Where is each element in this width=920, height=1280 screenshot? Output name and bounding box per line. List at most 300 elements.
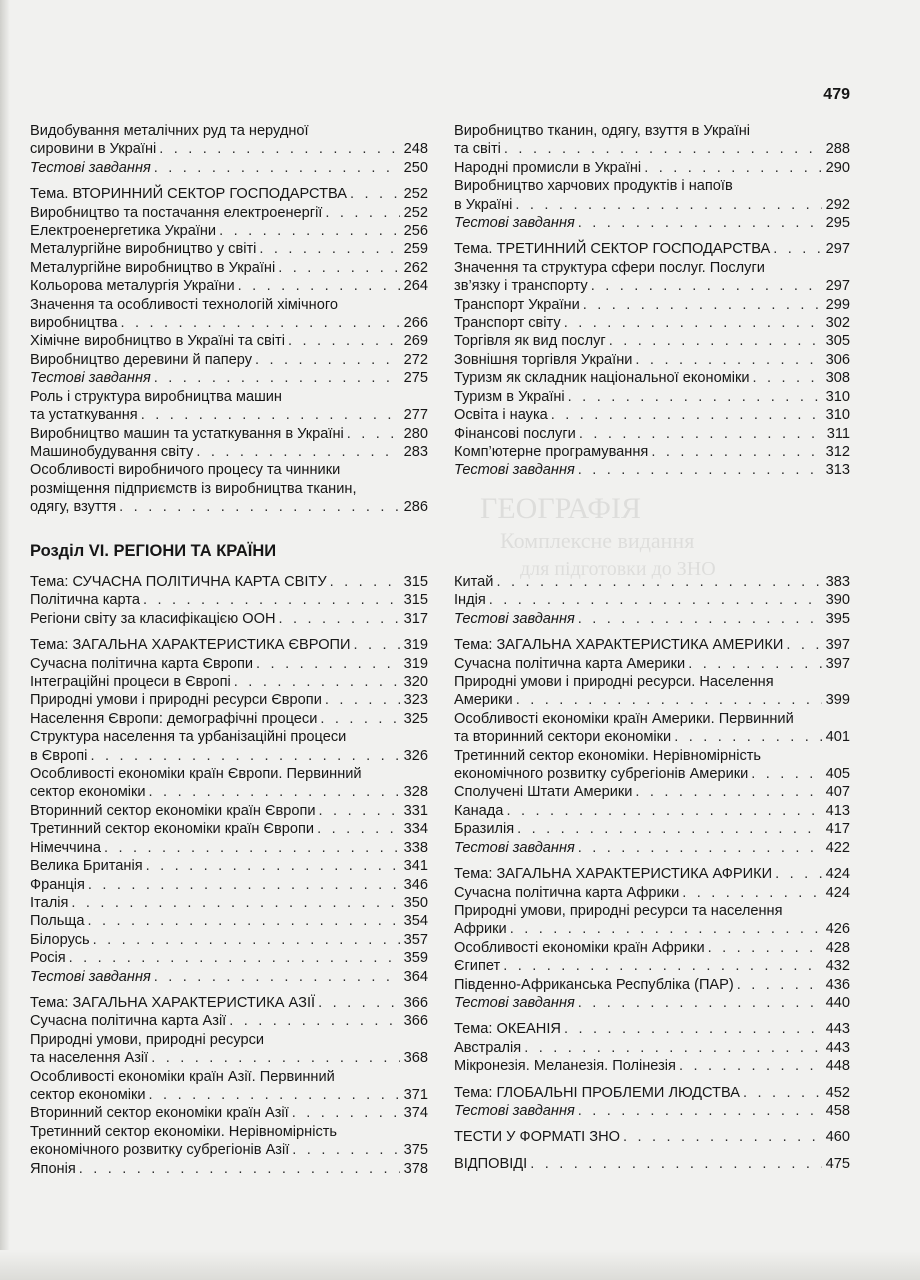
- toc-page-number: 252: [403, 186, 428, 203]
- toc-entry: [30, 894, 428, 912]
- toc-entry-title: Тестові завдання: [454, 994, 575, 1011]
- toc-page-number: 334: [403, 821, 428, 838]
- page-bottom-shadow: [0, 1250, 920, 1280]
- dot-leader: [325, 691, 400, 709]
- page-edge-shadow: [0, 0, 10, 1280]
- toc-entry-title: зв’язку і транспорту: [454, 278, 588, 295]
- toc-entry: [30, 1031, 428, 1068]
- dot-leader: [564, 1020, 822, 1038]
- toc-entry-title: Металургійне виробництво в Україні: [30, 259, 276, 276]
- toc-entry-title-line: Особливості економіки країн Америки. Первинний: [454, 710, 794, 727]
- dot-leader: [516, 691, 822, 709]
- toc-page-number: 346: [403, 876, 428, 893]
- dot-leader: [318, 994, 400, 1012]
- toc-page-number: 338: [403, 839, 428, 856]
- toc-page-number: 341: [403, 858, 428, 875]
- toc-page-number: 475: [825, 1155, 850, 1172]
- toc-page-number: 325: [403, 710, 428, 727]
- toc-entry-title: Вторинний сектор економіки країн Азії: [30, 1105, 289, 1122]
- toc-column-left-bottom: [30, 573, 428, 1178]
- toc-entry-title: Мікронезія. Меланезія. Полінезія: [454, 1058, 676, 1075]
- toc-entry-title: Бразилія: [454, 821, 515, 838]
- toc-page-number: 323: [403, 692, 428, 709]
- toc-entry: [454, 425, 850, 443]
- toc-entry: [454, 802, 850, 820]
- toc-page-number: 417: [825, 821, 850, 838]
- toc-page-number: 290: [825, 159, 850, 176]
- toc-page-number: 264: [403, 278, 428, 295]
- toc-page-number: 366: [403, 1013, 428, 1030]
- dot-leader: [551, 406, 822, 424]
- toc-entry-title: Вторинний сектор економіки країн Європи: [30, 802, 316, 819]
- dot-leader: [279, 610, 400, 628]
- toc-entry-title: Тестові завдання: [30, 370, 151, 387]
- toc-entry-title: Машинобудування світу: [30, 443, 194, 460]
- toc-page-number: 292: [825, 196, 850, 213]
- toc-entry: [454, 1057, 850, 1075]
- toc-entry: [30, 259, 428, 277]
- toc-entry: [30, 691, 428, 709]
- toc-entry-title: Японія: [30, 1160, 76, 1177]
- toc-page-number: 308: [825, 370, 850, 387]
- toc-entry: [30, 240, 428, 258]
- toc-entry: [30, 655, 428, 673]
- toc-entry-title: Населення Європи: демографічні процеси: [30, 710, 318, 727]
- toc-entry-title-line: Третинний сектор економіки. Нерівномірність: [30, 1123, 338, 1140]
- toc-entry-title: Німеччина: [30, 839, 101, 856]
- dot-leader: [623, 1128, 822, 1146]
- dot-leader: [496, 573, 821, 591]
- toc-page-number: 328: [403, 784, 428, 801]
- toc-entry-title: виробництва: [30, 315, 118, 332]
- toc-entry-title: Франція: [30, 876, 85, 893]
- show-through-text: ГЕОГРАФІЯ: [480, 492, 642, 525]
- dot-leader: [708, 939, 822, 957]
- toc-page-number: 401: [825, 729, 850, 746]
- toc-page-number: 262: [403, 259, 428, 276]
- toc-entry: [454, 839, 850, 857]
- toc-entry: [454, 351, 850, 369]
- toc-page-number: 250: [403, 159, 428, 176]
- toc-entry: [30, 857, 428, 875]
- dot-leader: [317, 820, 400, 838]
- toc-entry-title: одягу, взуття: [30, 499, 117, 516]
- toc-page-number: 436: [825, 976, 850, 993]
- toc-entry-title: економічного розвитку субрегіонів Азії: [30, 1142, 290, 1159]
- toc-entry-title: сектор економіки: [30, 784, 146, 801]
- dot-leader: [219, 222, 400, 240]
- toc-column-right-top: [454, 122, 850, 480]
- dot-leader: [564, 314, 822, 332]
- toc-entry: [454, 406, 850, 424]
- toc-entry-title: Тема. ТРЕТИННИЙ СЕКТОР ГОСПОДАРСТВА: [454, 241, 771, 258]
- toc-entry-title: Третинний сектор економіки країн Європи: [30, 821, 315, 838]
- toc-entry-title: Інтеграційні процеси в Європі: [30, 674, 231, 691]
- toc-entry: [30, 1068, 428, 1105]
- toc-entry: [30, 1012, 428, 1030]
- toc-entry-title: Сучасна політична карта Азії: [30, 1013, 227, 1030]
- toc-entry-title: Транспорт світу: [454, 315, 561, 332]
- toc-entry-title: Тема: ОКЕАНІЯ: [454, 1021, 561, 1038]
- toc-entry: [30, 1104, 428, 1122]
- toc-entry-title-line: Роль і структура виробництва машин: [30, 388, 282, 405]
- toc-entry: [454, 747, 850, 784]
- dot-leader: [154, 159, 400, 177]
- dot-leader: [79, 1160, 400, 1178]
- toc-page-number: 407: [825, 784, 850, 801]
- dot-leader: [330, 573, 400, 591]
- toc-entry-title: Тестові завдання: [30, 159, 151, 176]
- dot-leader: [234, 673, 400, 691]
- toc-entry: [454, 957, 850, 975]
- toc-entry: [454, 177, 850, 214]
- toc-page-number: 440: [825, 994, 850, 1011]
- toc-page-number: 357: [403, 931, 428, 948]
- toc-page-number: 295: [825, 215, 850, 232]
- toc-page-number: 259: [403, 241, 428, 258]
- toc-page-number: 383: [825, 574, 850, 590]
- dot-leader: [151, 1049, 399, 1067]
- dot-leader: [773, 240, 821, 258]
- dot-leader: [119, 498, 399, 516]
- toc-page-number: 319: [403, 637, 428, 654]
- toc-entry: [30, 461, 428, 516]
- dot-leader: [292, 1141, 399, 1159]
- dot-leader: [238, 277, 400, 295]
- toc-page-number: 277: [403, 407, 428, 424]
- dot-leader: [69, 949, 400, 967]
- toc-entry-title: Хімічне виробництво в Україні та світі: [30, 333, 285, 350]
- dot-leader: [674, 728, 821, 746]
- toc-entry-title: Тестові завдання: [30, 968, 151, 985]
- toc-entry: [454, 443, 850, 461]
- toc-entry-title: Народні промисли в Україні: [454, 159, 642, 176]
- toc-page-number: 364: [403, 968, 428, 985]
- section-heading: Розділ VI. РЕГІОНИ ТА КРАЇНИ: [30, 542, 277, 560]
- dot-leader: [524, 1039, 821, 1057]
- toc-entry: [454, 314, 850, 332]
- toc-entry: [454, 1020, 850, 1038]
- toc-entry-title: Сполучені Штати Америки: [454, 784, 633, 801]
- dot-leader: [88, 912, 400, 930]
- toc-entry: [30, 222, 428, 240]
- dot-leader: [635, 783, 821, 801]
- toc-entry-title-line: Значення та особливості технологій хімічного: [30, 296, 338, 313]
- toc-entry: [454, 655, 850, 673]
- toc-page-number: 458: [825, 1102, 850, 1119]
- dot-leader: [154, 369, 400, 387]
- toc-entry-title-line: Особливості економіки країн Європи. Первинний: [30, 766, 362, 783]
- toc-page-number: 248: [403, 141, 428, 158]
- dot-leader: [679, 1057, 822, 1075]
- toc-page-number: 305: [825, 333, 850, 350]
- toc-entry: [454, 610, 850, 628]
- toc-entry: [30, 159, 428, 177]
- toc-entry-title: Сучасна політична карта Африки: [454, 884, 680, 901]
- toc-page-number: 428: [825, 939, 850, 956]
- toc-entry: [454, 122, 850, 159]
- toc-entry-title: Тестові завдання: [454, 462, 575, 479]
- toc-page-number: 390: [825, 592, 850, 609]
- dot-leader: [591, 277, 822, 295]
- toc-entry-title: Росія: [30, 950, 66, 967]
- toc-entry-title: Виробництво машин та устаткування в Україні: [30, 425, 344, 442]
- toc-page-number: 275: [403, 370, 428, 387]
- toc-page-number: 331: [403, 802, 428, 819]
- dot-leader: [578, 994, 822, 1012]
- dot-leader: [154, 968, 400, 986]
- toc-entry: [454, 296, 850, 314]
- toc-page-number: 297: [825, 241, 850, 258]
- toc-entry: [30, 591, 428, 609]
- toc-page-number: 371: [403, 1086, 428, 1103]
- dot-leader: [635, 351, 821, 369]
- toc-entry-title: Виробництво та постачання електроенергії: [30, 204, 323, 221]
- toc-page-number: 448: [825, 1058, 850, 1075]
- toc-entry: [454, 591, 850, 609]
- dot-leader: [644, 159, 821, 177]
- toc-entry: [30, 425, 428, 443]
- dot-leader: [682, 884, 821, 902]
- toc-entry: [30, 122, 428, 159]
- toc-entry-title: ВІДПОВІДІ: [454, 1155, 528, 1172]
- toc-entry-title: ТЕСТИ У ФОРМАТІ ЗНО: [454, 1129, 620, 1146]
- toc-entry-title: Зовнішня торгівля України: [454, 351, 633, 368]
- toc-entry-title: Особливості економіки країн Африки: [454, 939, 705, 956]
- toc-page-number: 405: [825, 766, 850, 783]
- toc-entry: [454, 159, 850, 177]
- toc-page-number: 313: [825, 462, 850, 479]
- toc-entry: [30, 388, 428, 425]
- dot-leader: [517, 820, 821, 838]
- toc-entry-title: в Україні: [454, 196, 513, 213]
- dot-leader: [751, 765, 821, 783]
- toc-entry-title: Італія: [30, 894, 69, 911]
- toc-page-number: 286: [403, 499, 428, 516]
- dot-leader: [737, 976, 822, 994]
- toc-page-number: 306: [825, 351, 850, 368]
- toc-page-number: 452: [825, 1084, 850, 1101]
- dot-leader: [259, 240, 399, 258]
- toc-page-number: 310: [825, 407, 850, 424]
- dot-leader: [578, 610, 822, 628]
- toc-entry: [454, 673, 850, 710]
- toc-entry-title: Індія: [454, 592, 486, 609]
- dot-leader: [149, 1086, 400, 1104]
- toc-entry: [30, 1123, 428, 1160]
- dot-leader: [578, 214, 822, 232]
- toc-page-number: 368: [403, 1050, 428, 1067]
- toc-entry: [454, 240, 850, 258]
- dot-leader: [489, 591, 822, 609]
- toc-entry: [30, 204, 428, 222]
- toc-entry-title: Африки: [454, 921, 507, 938]
- toc-entry-title-line: Природні умови, природні ресурси: [30, 1031, 265, 1048]
- dot-leader: [141, 406, 400, 424]
- dot-leader: [196, 443, 399, 461]
- toc-entry-title: сектор економіки: [30, 1086, 146, 1103]
- toc-entry-title: Тестові завдання: [454, 1102, 575, 1119]
- toc-page-number: 280: [403, 425, 428, 442]
- dot-leader: [579, 425, 823, 443]
- toc-entry-title: Транспорт України: [454, 296, 580, 313]
- toc-entry: [30, 1160, 428, 1178]
- toc-entry: [30, 728, 428, 765]
- toc-entry: [30, 351, 428, 369]
- toc-page-number: 350: [403, 894, 428, 911]
- dot-leader: [775, 865, 822, 883]
- toc-entry-title-line: розміщення підприємств із виробництва тканин,: [30, 480, 357, 497]
- dot-leader: [583, 296, 822, 314]
- toc-entry: [454, 783, 850, 801]
- toc-page-number: 317: [403, 610, 428, 627]
- show-through-text: для підготовки до ЗНО: [520, 558, 716, 580]
- toc-entry-title-line: Видобування металічних руд та нерудної: [30, 123, 309, 139]
- dot-leader: [292, 1104, 400, 1122]
- toc-entry-title-line: Структура населення та урбанізаційні процеси: [30, 729, 347, 746]
- toc-page-number: 283: [403, 443, 428, 460]
- toc-entry: [454, 994, 850, 1012]
- page-number: 479: [823, 86, 850, 103]
- dot-leader: [325, 204, 399, 222]
- toc-page-number: 422: [825, 839, 850, 856]
- toc-entry-title: сировини в Україні: [30, 141, 157, 158]
- dot-leader: [743, 1084, 822, 1102]
- toc-page-number: 366: [403, 994, 428, 1011]
- toc-entry-title-line: Особливості виробничого процесу та чинники: [30, 462, 341, 479]
- toc-entry: [30, 369, 428, 387]
- toc-entry: [454, 332, 850, 350]
- dot-leader: [568, 388, 822, 406]
- dot-leader: [510, 920, 822, 938]
- toc-entry-title: Тестові завдання: [454, 215, 575, 232]
- toc-entry: [454, 1155, 850, 1173]
- toc-entry: [454, 461, 850, 479]
- toc-entry-title: Торгівля як вид послуг: [454, 333, 606, 350]
- toc-entry-title: Південно-Африканська Республіка (ПАР): [454, 976, 734, 993]
- toc-entry: [30, 443, 428, 461]
- toc-entry: [30, 636, 428, 654]
- toc-page-number: 266: [403, 315, 428, 332]
- toc-page-number: 310: [825, 388, 850, 405]
- dot-leader: [347, 425, 400, 443]
- toc-entry-title-line: Виробництво харчових продуктів і напоїв: [454, 178, 733, 195]
- toc-page-number: 302: [825, 315, 850, 332]
- toc-entry-title: та устаткування: [30, 407, 138, 424]
- toc-entry: [30, 802, 428, 820]
- toc-entry: [454, 259, 850, 296]
- dot-leader: [578, 461, 822, 479]
- toc-page-number: 297: [825, 278, 850, 295]
- toc-page-number: 375: [403, 1142, 428, 1159]
- toc-page-number: 374: [403, 1105, 428, 1122]
- toc-entry-title-line: Особливості економіки країн Азії. Первинний: [30, 1068, 335, 1085]
- toc-entry-title: Тема: СУЧАСНА ПОЛІТИЧНА КАРТА СВІТУ: [30, 574, 327, 590]
- dot-leader: [149, 783, 400, 801]
- toc-page-number: 288: [825, 141, 850, 158]
- dot-leader: [146, 857, 400, 875]
- toc-entry: [454, 1039, 850, 1057]
- toc-entry: [454, 388, 850, 406]
- toc-entry-title: Канада: [454, 802, 504, 819]
- toc-entry: [30, 949, 428, 967]
- toc-page-number: 443: [825, 1021, 850, 1038]
- toc-page-number: 315: [403, 574, 428, 590]
- toc-entry: [454, 976, 850, 994]
- toc-page-number: 252: [403, 204, 428, 221]
- toc-entry: [454, 820, 850, 838]
- dot-leader: [504, 140, 822, 158]
- dot-leader: [320, 710, 399, 728]
- toc-entry: [454, 939, 850, 957]
- toc-entry: [454, 1084, 850, 1102]
- dot-leader: [104, 839, 400, 857]
- toc-entry: [454, 636, 850, 654]
- toc-page-number: 397: [825, 655, 850, 672]
- toc-entry-title-line: Значення та структура сфери послуг. Послуги: [454, 259, 765, 276]
- toc-entry-title: Освіта і наука: [454, 407, 548, 424]
- dot-leader: [120, 314, 399, 332]
- toc-entry: [30, 673, 428, 691]
- toc-entry-title: Кольорова металургія України: [30, 278, 235, 295]
- toc-entry: [30, 573, 428, 591]
- toc-page-number: 460: [825, 1129, 850, 1146]
- toc-page-number: 395: [825, 610, 850, 627]
- toc-page-number: 432: [825, 958, 850, 975]
- toc-entry: [454, 1128, 850, 1146]
- toc-page-number: 320: [403, 674, 428, 691]
- dot-leader: [288, 332, 400, 350]
- toc-entry-title: Єгипет: [454, 958, 501, 975]
- dot-leader: [651, 443, 821, 461]
- dot-leader: [278, 259, 399, 277]
- toc-page-number: 354: [403, 913, 428, 930]
- toc-entry: [30, 332, 428, 350]
- toc-page-number: 299: [825, 296, 850, 313]
- toc-page-number: 359: [403, 950, 428, 967]
- toc-page-number: 312: [825, 443, 850, 460]
- toc-entry: [30, 185, 428, 203]
- toc-entry-title: Китай: [454, 574, 494, 590]
- toc-entry: [454, 884, 850, 902]
- dot-leader: [578, 839, 822, 857]
- toc-entry-title: Електроенергетика України: [30, 223, 217, 240]
- dot-leader: [143, 591, 400, 609]
- dot-leader: [506, 802, 821, 820]
- toc-entry: [30, 839, 428, 857]
- toc-entry: [454, 1102, 850, 1120]
- dot-leader: [229, 1012, 399, 1030]
- toc-entry-title: Сучасна політична карта Європи: [30, 655, 254, 672]
- dot-leader: [319, 802, 400, 820]
- toc-entry-title: Регіони світу за класифікацією ООН: [30, 610, 276, 627]
- toc-entry-title: Тестові завдання: [454, 839, 575, 856]
- toc-entry-title: Політична карта: [30, 592, 140, 609]
- toc-entry: [30, 710, 428, 728]
- toc-entry-title: Комп’ютерне програмування: [454, 443, 649, 460]
- dot-leader: [515, 196, 821, 214]
- toc-entry: [454, 902, 850, 939]
- dot-leader: [609, 332, 822, 350]
- toc-entry-title: Тема: ЗАГАЛЬНА ХАРАКТЕРИСТИКА АФРИКИ: [454, 866, 773, 883]
- toc-entry: [30, 931, 428, 949]
- show-through-text: Комплексне видання: [500, 528, 695, 553]
- toc-page-number: 424: [825, 884, 850, 901]
- toc-entry-title-line: Третинний сектор економіки. Нерівномірність: [454, 747, 762, 764]
- toc-entry-title: та світі: [454, 141, 501, 158]
- toc-entry: [30, 277, 428, 295]
- toc-page-number: 326: [403, 747, 428, 764]
